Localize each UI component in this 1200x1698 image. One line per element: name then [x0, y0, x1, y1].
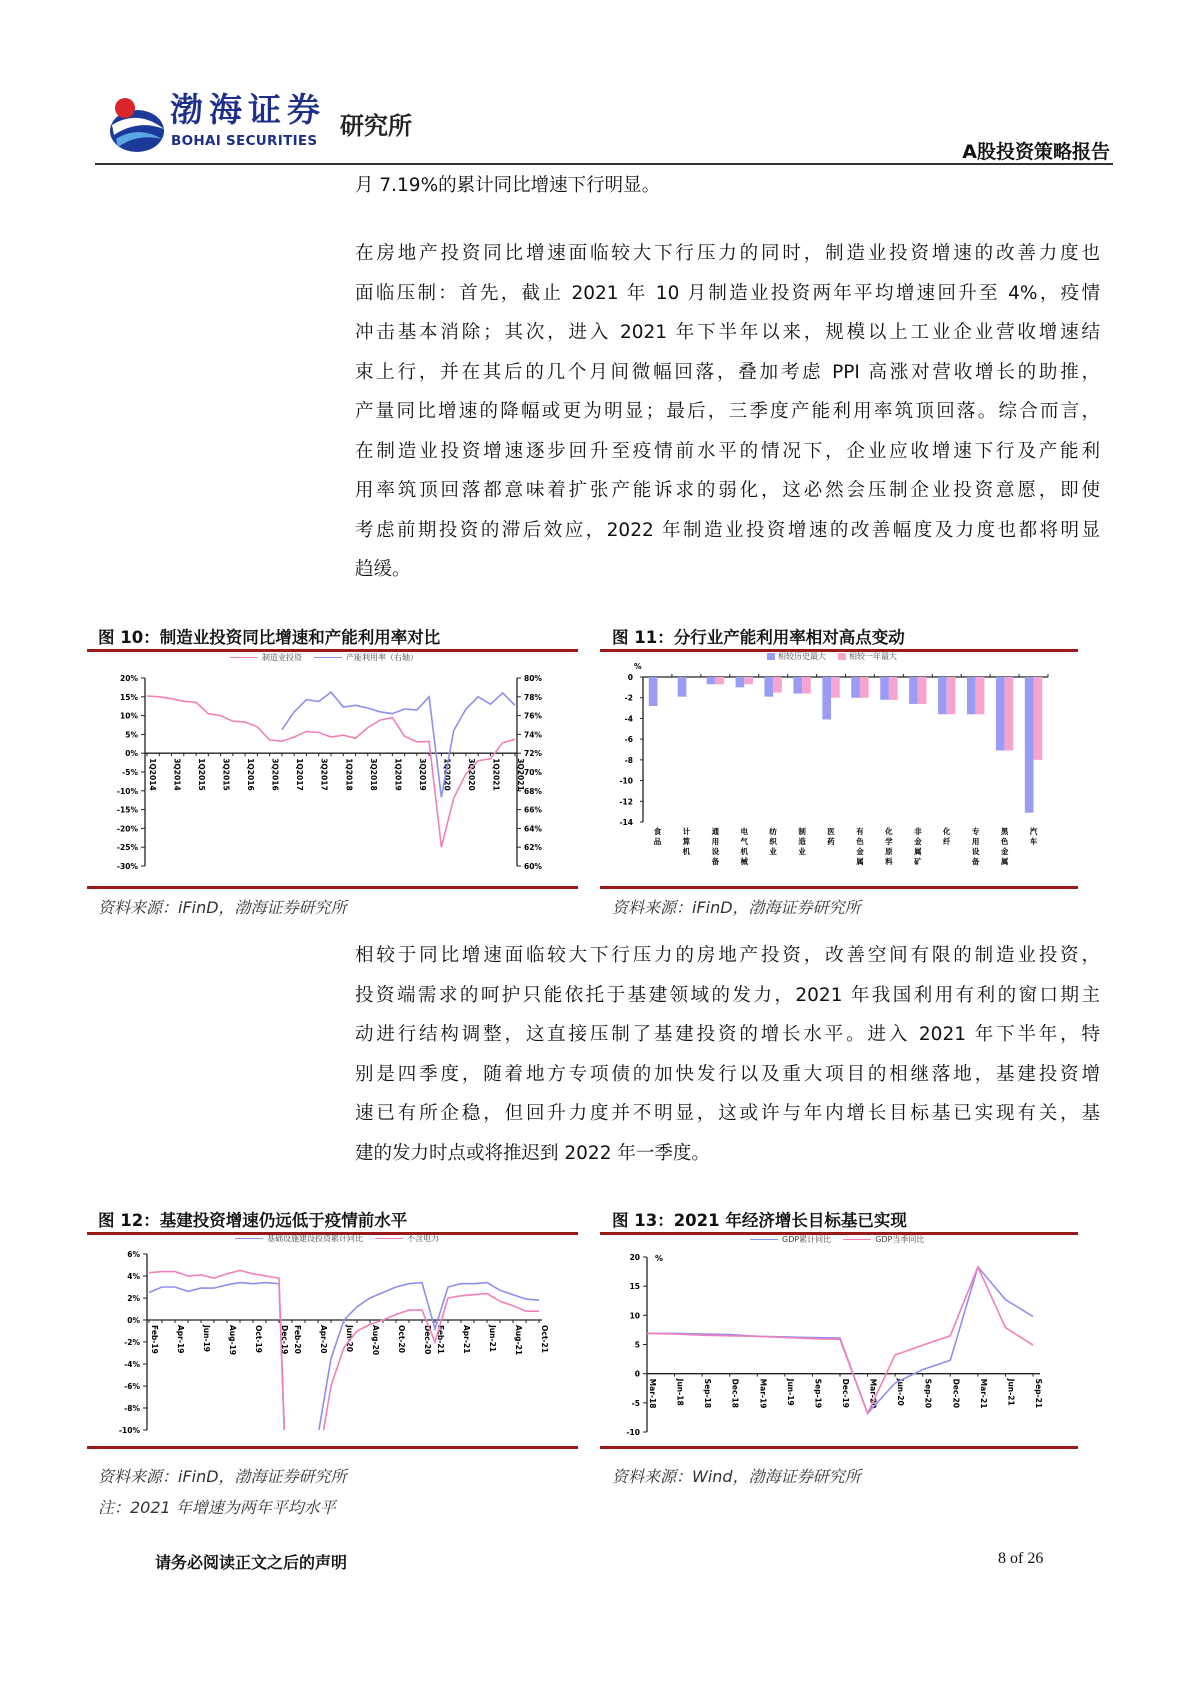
figure-13-bottom-rule — [600, 1446, 1078, 1449]
bar — [860, 677, 869, 698]
legend-swatch — [235, 1238, 263, 1240]
x-category-char: 黑 — [1000, 827, 1009, 836]
x-tick-label: Jun-20 — [345, 1325, 354, 1353]
x-category-char: 品 — [653, 837, 662, 846]
bar — [649, 677, 658, 706]
institute-name: 研究所 — [340, 112, 412, 140]
bar — [678, 677, 687, 697]
bar — [967, 677, 976, 714]
x-tick-label: 3Q2018 — [368, 758, 378, 791]
figure-10-source: 资料来源：iFinD，渤海证券研究所 — [98, 898, 347, 917]
figure-12-chart — [87, 1234, 578, 1444]
y-tick-label: 5% — [125, 730, 138, 740]
text-line: 束上行，并在其后的几个月间微幅回落，叠加考虑 PPI 高涨对营收增长的助推， — [355, 361, 1100, 383]
y-tick-label: -14 — [619, 818, 633, 827]
x-category-char: 化 — [943, 827, 951, 836]
x-category-label — [712, 826, 720, 866]
x-category-char: 气 — [740, 837, 748, 846]
legend-label: 产能利用率（右轴） — [346, 653, 418, 662]
y-unit-label: % — [634, 662, 642, 671]
y-tick-label: 0 — [634, 1369, 640, 1379]
x-tick-label: Apr-21 — [462, 1325, 471, 1354]
text-line: 速已有所企稳，但回升力度并不明显，这或许与年内增长目标基已实现有关，基 — [355, 1103, 1100, 1124]
x-tick-label: 3Q2021 — [516, 758, 525, 791]
x-category-char: 药 — [827, 837, 835, 846]
x-category-char: 设 — [711, 847, 720, 856]
x-category-char: 计 — [682, 827, 691, 836]
chart-svg — [600, 1237, 1078, 1444]
text-line: 趋缓。 — [355, 559, 411, 580]
y-tick-label: -6% — [124, 1382, 140, 1391]
y-tick-label: 20% — [120, 674, 138, 683]
bar — [1034, 677, 1043, 760]
x-tick-label: Jun-19 — [202, 1325, 211, 1353]
bar — [773, 677, 782, 693]
figure-12-bottom-rule — [87, 1446, 578, 1449]
x-category-char: 金 — [856, 847, 864, 856]
x-tick-label: Apr-20 — [319, 1325, 328, 1354]
y-tick-label: -2% — [124, 1338, 140, 1347]
y2-tick-label: 62% — [524, 843, 542, 853]
legend-label: GDP当季同比 — [875, 1235, 925, 1244]
x-tick-label: Jun-21 — [1006, 1378, 1016, 1406]
x-tick-label: Sep-19 — [813, 1378, 823, 1409]
bar — [909, 677, 918, 704]
y-tick-label: -30% — [116, 862, 138, 871]
legend-label: GDP累计同比 — [782, 1235, 832, 1244]
legend-label: 基础设施建设投资累计同比 — [267, 1234, 363, 1243]
x-category-char: 机 — [682, 847, 691, 856]
legend-swatch — [838, 653, 846, 660]
legend-item — [767, 652, 826, 662]
legend-swatch — [750, 1239, 778, 1241]
bar — [744, 677, 753, 684]
x-category-char: 算 — [682, 837, 691, 846]
x-category-char: 属 — [914, 847, 922, 856]
text-line: 在房地产投资同比增速面临较大下行压力的同时，制造业投资增速的改善力度也 — [355, 243, 1100, 264]
figure-11-bottom-rule — [600, 886, 1078, 889]
x-category-char: 通 — [711, 827, 720, 836]
y-tick-label: 0 — [627, 673, 633, 682]
y-tick-label: 10% — [120, 711, 138, 721]
y-tick-label: -2 — [624, 693, 633, 703]
x-tick-label: Dec-18 — [730, 1378, 740, 1408]
text-line: 产量同比增速的降幅或更为明显；最后，三季度产能利用率筑顶回落。综合而言， — [355, 401, 1100, 422]
text-line: 面临压制：首先，截止 2021 年 10 月制造业投资两年平均增速回升至 4%，疫情 — [355, 282, 1100, 304]
legend-item — [235, 1234, 363, 1244]
text-line: 冲击基本消除；其次，进入 2021 年下半年以来，规模以上工业企业营收增速结 — [355, 322, 1100, 343]
text-line: 考虑前期投资的滞后效应，2022 年制造业投资增速的改善幅度及力度也都将明显 — [355, 519, 1100, 541]
bar — [976, 677, 985, 714]
y2-tick-label: 80% — [524, 674, 542, 683]
x-tick-label: Feb-20 — [293, 1325, 302, 1354]
x-tick-label: Sep-21 — [1034, 1378, 1043, 1409]
x-category-char: 备 — [711, 857, 720, 866]
bar — [793, 677, 802, 694]
legend-label: 相较一年最大 — [849, 652, 897, 661]
x-tick-label: Jun-18 — [675, 1378, 685, 1406]
x-tick-label: 3Q2017 — [319, 758, 329, 791]
figure-13-source: 资料来源：Wind，渤海证券研究所 — [612, 1467, 861, 1486]
y2-tick-label: 68% — [524, 786, 542, 796]
x-tick-label: Feb-21 — [436, 1325, 445, 1354]
x-tick-label: 1Q2020 — [442, 758, 452, 791]
x-category-char: 汽 — [1029, 827, 1038, 836]
bar — [707, 677, 716, 684]
x-tick-label: 1Q2014 — [148, 758, 157, 791]
y2-tick-label: 66% — [524, 805, 542, 815]
page-number: 8 of 26 — [998, 1550, 1044, 1567]
y-tick-label: 5 — [634, 1340, 640, 1350]
report-type: A股投资策略报告 — [962, 141, 1110, 163]
figure-10-bottom-rule — [87, 886, 578, 889]
x-category-label — [741, 826, 749, 866]
legend-item — [230, 653, 302, 663]
text-line: 在制造业投资增速逐步回升至疫情前水平的情况下，企业应收增速下行及产能利 — [355, 440, 1100, 462]
y-tick-label: -10 — [619, 776, 633, 786]
legend-label: 不含电力 — [407, 1234, 439, 1243]
y-tick-label: -12 — [619, 797, 633, 807]
y-tick-label: -6 — [624, 735, 633, 745]
x-category-char: 学 — [885, 837, 893, 846]
legend-swatch — [230, 657, 258, 659]
y-tick-label: -20% — [116, 824, 138, 834]
x-category-label — [855, 826, 864, 866]
legend-swatch — [843, 1239, 871, 1241]
x-category-char: 属 — [1000, 857, 1009, 866]
x-tick-label: Jun-21 — [488, 1325, 497, 1353]
text-line: 月 7.19%的累计同比增速下行明显。 — [355, 175, 661, 196]
y-tick-label: -25% — [116, 843, 138, 853]
x-category-char: 料 — [885, 857, 893, 866]
x-tick-label: 1Q2019 — [393, 758, 403, 791]
figure-13-chart — [600, 1237, 1078, 1444]
x-tick-label: Oct-19 — [254, 1325, 263, 1353]
legend-swatch — [375, 1238, 403, 1240]
y2-tick-label: 76% — [524, 711, 542, 721]
x-category-char: 业 — [769, 847, 777, 856]
text-line: 动进行结构调整，这直接压制了基建投资的增长水平。进入 2021 年下半年，特 — [355, 1024, 1100, 1045]
y-tick-label: 0% — [127, 1316, 140, 1325]
y2-tick-label: 74% — [524, 730, 542, 740]
y-tick-label: 4% — [127, 1272, 140, 1281]
x-tick-label: Mar-20 — [868, 1378, 878, 1409]
figure-12-note: 注：2021 年增速为两年平均水平 — [98, 1498, 336, 1517]
x-tick-label: Mar-19 — [758, 1378, 768, 1409]
x-category-label — [654, 826, 662, 846]
paragraph-1 — [355, 166, 1100, 206]
bar — [822, 677, 831, 719]
figure-13-title: 图 13：2021 年经济增长目标基已实现 — [612, 1211, 907, 1230]
x-tick-label: Mar-18 — [648, 1378, 657, 1409]
x-tick-label: Sep-18 — [703, 1378, 713, 1409]
x-tick-label: 1Q2018 — [344, 758, 354, 791]
x-tick-label: Aug-20 — [371, 1325, 380, 1356]
y-tick-label: -8% — [124, 1404, 140, 1413]
x-tick-label: 1Q2017 — [295, 758, 305, 791]
x-tick-label: Sep-20 — [923, 1378, 933, 1409]
y2-tick-label: 60% — [524, 862, 542, 871]
figure-11-chart — [600, 652, 1078, 885]
x-category-char: 食 — [653, 827, 662, 836]
x-category-char: 纤 — [943, 837, 951, 846]
y-tick-label: 10 — [629, 1311, 640, 1321]
x-category-char: 车 — [1029, 837, 1038, 846]
x-category-char: 医 — [827, 827, 835, 836]
x-tick-label: Aug-19 — [228, 1325, 237, 1356]
y2-tick-label: 70% — [524, 768, 542, 777]
x-category-char: 制 — [798, 827, 806, 836]
bar — [918, 677, 927, 704]
y-tick-label: 20 — [629, 1253, 640, 1262]
x-category-label — [827, 826, 835, 846]
x-category-label — [913, 826, 922, 866]
x-category-label — [683, 826, 691, 856]
legend-item — [375, 1234, 439, 1244]
x-category-char: 设 — [971, 847, 980, 856]
x-tick-label: 3Q2015 — [221, 758, 231, 791]
y-tick-label: -5% — [122, 768, 138, 777]
x-tick-label: 3Q2016 — [270, 758, 280, 791]
text-line: 用率筑顶回落都意味着扩张产能诉求的弱化，这必然会压制企业投资意愿，即使 — [355, 480, 1100, 501]
disclaimer-notice: 请务必阅读正文之后的声明 — [155, 1553, 348, 1572]
x-tick-label: Dec-19 — [841, 1378, 850, 1408]
bar — [947, 677, 956, 714]
logo-chinese-name: 渤海证券 — [170, 90, 326, 129]
legend-item — [314, 653, 418, 663]
x-category-label — [798, 826, 806, 856]
y-tick-label: 2% — [127, 1294, 140, 1303]
legend-item — [838, 652, 897, 662]
bar — [851, 677, 860, 698]
x-category-char: 有 — [856, 827, 864, 836]
x-category-char: 业 — [798, 847, 806, 856]
figure-12-title: 图 12：基建投资增速仍远低于疫情前水平 — [98, 1211, 408, 1230]
x-tick-label: 3Q2014 — [172, 758, 182, 791]
x-category-char: 属 — [856, 857, 864, 866]
x-category-char: 金 — [914, 837, 922, 846]
chart-svg — [87, 1237, 578, 1444]
x-tick-label: 1Q2021 — [491, 758, 501, 791]
y-tick-label: 15 — [629, 1282, 640, 1292]
x-category-char: 矿 — [914, 857, 922, 866]
logo-english-name: BOHAI SECURITIES — [171, 133, 318, 149]
x-tick-label: 3Q2019 — [417, 758, 427, 791]
x-category-label — [1029, 826, 1038, 846]
text-line: 建的发力时点或将推迟到 2022 年一季度。 — [355, 1142, 710, 1164]
x-category-char: 金 — [1000, 847, 1009, 856]
bar — [715, 677, 724, 684]
y-tick-label: 0% — [125, 749, 138, 759]
bar — [831, 677, 840, 698]
bar — [889, 677, 898, 700]
y-tick-label: -10% — [116, 786, 138, 796]
bar — [938, 677, 947, 714]
x-category-char: 织 — [769, 837, 777, 846]
legend-item — [750, 1235, 831, 1245]
x-category-char: 械 — [740, 857, 748, 866]
logo-mark — [108, 95, 166, 159]
x-category-label — [884, 826, 893, 866]
x-tick-label: Oct-21 — [540, 1325, 549, 1353]
x-category-label — [942, 826, 951, 846]
chart-svg — [600, 655, 1078, 885]
text-line: 相较于同比增速面临较大下行压力的房地产投资，改善空间有限的制造业投资， — [355, 945, 1100, 966]
figure-10-title: 图 10：制造业投资同比增速和产能利用率对比 — [98, 628, 441, 647]
x-tick-label: 1Q2016 — [246, 758, 256, 791]
x-tick-label: Oct-20 — [397, 1325, 406, 1353]
x-category-label — [1000, 827, 1009, 866]
y-tick-label: -10% — [118, 1426, 140, 1435]
figure-11-source: 资料来源：iFinD，渤海证券研究所 — [612, 898, 861, 917]
y-tick-label: -8 — [624, 755, 633, 765]
paragraph-3 — [355, 936, 1100, 1173]
x-tick-label: Feb-19 — [150, 1325, 159, 1354]
x-tick-label: 1Q2015 — [197, 758, 207, 791]
x-category-char: 专 — [971, 827, 980, 836]
x-tick-label: Mar-21 — [978, 1378, 988, 1409]
paragraph-2 — [355, 234, 1100, 590]
y-tick-label: -15% — [116, 805, 138, 815]
bar — [880, 677, 889, 700]
bar — [1025, 677, 1034, 813]
legend-item — [843, 1235, 924, 1245]
legend-label: 制造业投资 — [262, 653, 302, 662]
bar — [1005, 677, 1014, 751]
y-tick-label: -5 — [631, 1398, 640, 1408]
figure-10-top-rule — [87, 649, 578, 652]
x-tick-label: Dec-19 — [280, 1325, 289, 1355]
figure-11-title: 图 11：分行业产能利用率相对高点变动 — [612, 628, 905, 647]
x-tick-label: Dec-20 — [951, 1378, 961, 1408]
y2-tick-label: 78% — [524, 692, 542, 702]
x-tick-label: Jun-20 — [896, 1378, 906, 1406]
x-category-char: 造 — [798, 837, 806, 846]
chart-legend — [767, 652, 897, 662]
header-divider — [95, 163, 1113, 165]
chart-legend — [235, 1234, 439, 1244]
legend-swatch — [314, 657, 342, 659]
bar — [736, 677, 745, 687]
text-line: 投资端需求的呵护只能依托于基建领域的发力，2021 年我国利用有利的窗口期主 — [355, 984, 1100, 1006]
x-category-char: 色 — [856, 837, 864, 846]
x-category-label — [972, 826, 980, 866]
x-category-char: 色 — [1000, 837, 1009, 846]
bar — [802, 677, 811, 694]
y2-tick-label: 72% — [524, 749, 542, 759]
figure-12-source: 资料来源：iFinD，渤海证券研究所 — [98, 1467, 347, 1486]
chart-legend — [230, 653, 418, 663]
y-unit-label: % — [655, 1254, 664, 1263]
figure-10-chart — [87, 655, 578, 885]
x-category-label — [769, 826, 777, 856]
y-tick-label: -10 — [626, 1428, 640, 1437]
legend-label: 相较历史最大 — [778, 652, 826, 661]
y-tick-label: 15% — [120, 692, 138, 702]
y2-tick-label: 64% — [524, 824, 542, 834]
x-tick-label: Aug-21 — [514, 1325, 523, 1356]
x-category-char: 原 — [885, 847, 893, 856]
x-category-char: 纺 — [769, 827, 777, 836]
x-tick-label: 3Q2020 — [466, 758, 476, 791]
x-category-char: 机 — [740, 847, 748, 856]
y-tick-label: -4 — [624, 714, 633, 724]
legend-swatch — [767, 653, 775, 660]
bar — [996, 677, 1005, 751]
y-tick-label: -4% — [124, 1360, 140, 1369]
chart-svg — [87, 655, 578, 885]
chart-legend — [750, 1235, 924, 1245]
x-tick-label: Dec-20 — [423, 1325, 432, 1355]
bar — [765, 677, 774, 697]
x-category-char: 备 — [971, 857, 980, 866]
text-line: 别是四季度，随着地方专项债的加快发行以及重大项目的相继落地，基建投资增 — [355, 1063, 1100, 1085]
x-category-char: 电 — [740, 827, 748, 836]
y-tick-label: 6% — [127, 1250, 140, 1259]
x-category-char: 非 — [914, 827, 922, 836]
x-category-char: 用 — [971, 837, 980, 846]
x-tick-label: Jun-19 — [785, 1378, 795, 1406]
x-category-char: 用 — [711, 837, 720, 846]
x-category-char: 化 — [885, 827, 893, 836]
x-tick-label: Apr-19 — [176, 1325, 185, 1354]
